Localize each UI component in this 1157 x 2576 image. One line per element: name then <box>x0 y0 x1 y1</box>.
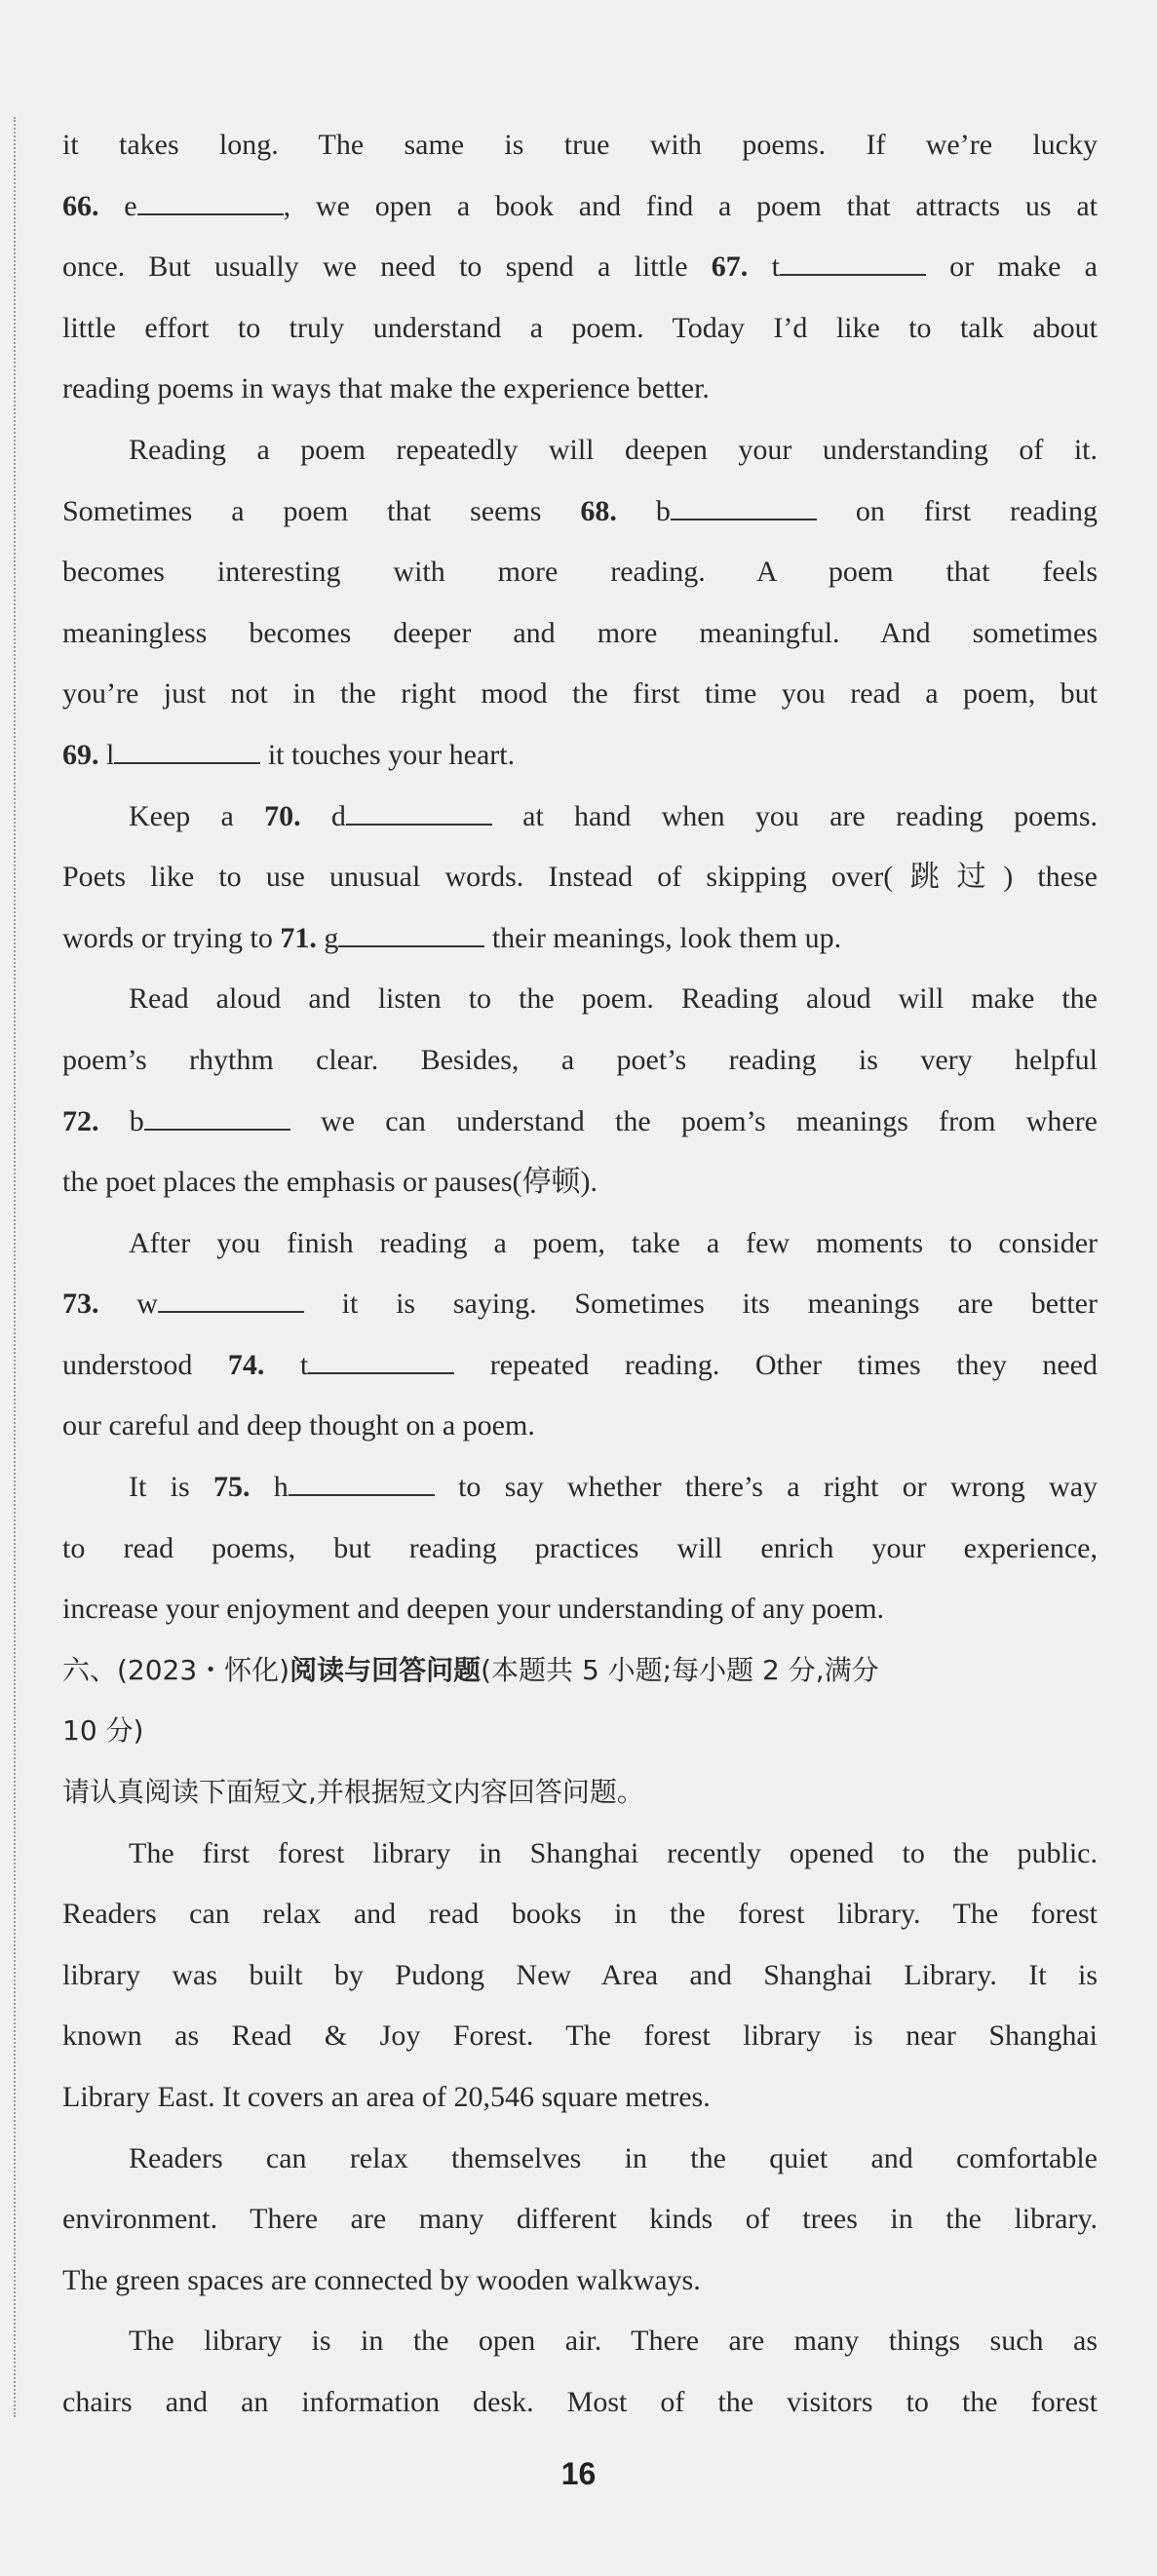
answer-blank-67[interactable] <box>780 249 926 276</box>
blank-initial: g <box>316 921 339 954</box>
text-line <box>62 1092 1098 1153</box>
answer-blank-70[interactable] <box>346 798 492 826</box>
section-scoring: (本题共 5 小题;每小题 2 分,满分 <box>481 1653 879 1686</box>
text-line: chairs and an information desk. Most of the visitors to the forest <box>62 2385 1098 2418</box>
text-segment: their meanings, look them up. <box>484 921 842 954</box>
text-line: The green spaces are connected by wooden walkways. <box>62 2263 701 2296</box>
answer-blank-66[interactable] <box>137 188 284 215</box>
binding-margin-line <box>14 117 16 2417</box>
text-line: little effort to truly understand a poem. Today I’d like to talk about <box>62 311 1098 344</box>
text-line: you’re just not in the right mood the first time you read a poem, but <box>62 677 1098 711</box>
answer-blank-73[interactable] <box>158 1286 304 1313</box>
text-line <box>62 237 1098 298</box>
blank-initial: l <box>98 738 115 771</box>
question-number: 71. <box>280 921 317 954</box>
text-segment: , we open a book and find a poem that attracts us at <box>283 189 1098 222</box>
passage1-paragraph-1 <box>62 115 1098 420</box>
text-line <box>62 1457 1098 1519</box>
text-line: our careful and deep thought on a poem. <box>62 1409 535 1442</box>
question-number: 67. <box>711 250 749 284</box>
text-line: Readers can relax themselves in the quiet and comfortable <box>129 2141 1098 2174</box>
section-number: 六、(2023・怀化) <box>62 1653 290 1686</box>
blank-initial: h <box>250 1471 289 1504</box>
text-segment: words or trying to <box>62 921 281 954</box>
answer-blank-74[interactable] <box>308 1347 454 1374</box>
passage1-paragraph-2 <box>62 420 1098 787</box>
text-segment: Keep a <box>129 799 265 832</box>
question-number: 69. <box>62 738 99 771</box>
question-number: 72. <box>62 1104 99 1137</box>
blank-initial: w <box>98 1288 158 1321</box>
answer-blank-71[interactable] <box>338 920 484 947</box>
text-line <box>62 176 1098 238</box>
text-line <box>62 1274 1098 1335</box>
text-line: meaningless becomes deeper and more meaningful. And sometimes <box>62 616 1098 649</box>
blank-initial: t <box>748 250 780 284</box>
text-line: becomes interesting with more reading. A poem that feels <box>62 556 1098 589</box>
text-line: poem’s rhythm clear. Besides, a poet’s reading is very helpful <box>62 1043 1098 1076</box>
text-line: Readers can relax and read books in the forest library. The forest <box>62 1898 1098 1931</box>
text-line: the poet places the emphasis or pauses(停顿). <box>62 1166 598 1199</box>
question-number: 68. <box>580 494 617 527</box>
passage1-paragraph-3 <box>62 787 1098 970</box>
section-instruction: 请认真阅读下面短文,并根据短文内容回答问题。 <box>62 1776 644 1809</box>
text-segment: we can understand the poem’s meanings from where <box>289 1104 1098 1137</box>
text-segment: repeated reading. Other times they need <box>454 1348 1098 1381</box>
text-segment: once. But usually we need to spend a little <box>62 250 712 284</box>
passage1-paragraph-5 <box>62 1213 1098 1457</box>
answer-blank-68[interactable] <box>671 493 817 520</box>
passage1-paragraph-6 <box>62 1457 1098 1640</box>
text-line: Library East. It covers an area of 20,546 square metres. <box>62 2081 711 2113</box>
text-segment: at hand when you are reading poems. <box>491 799 1099 832</box>
answer-blank-72[interactable] <box>144 1103 290 1131</box>
text-line: Reading a poem repeatedly will deepen your understanding of it. <box>129 433 1098 466</box>
text-line: environment. There are many different kinds of trees in the library. <box>62 2203 1098 2236</box>
question-number: 74. <box>227 1348 265 1381</box>
page-number: 16 <box>560 2456 597 2491</box>
blank-initial: b <box>98 1104 144 1137</box>
page-content <box>62 115 1098 2434</box>
blank-initial: b <box>616 494 671 527</box>
text-line <box>62 725 1098 787</box>
question-number: 75. <box>212 1471 251 1504</box>
text-line: library was built by Pudong New Area and Shanghai Library. It is <box>62 1958 1098 1991</box>
blank-initial: t <box>264 1348 309 1381</box>
blank-initial: e <box>98 189 137 222</box>
text-segment: it touches your heart. <box>260 738 516 771</box>
text-line: Poets like to use unusual words. Instead of skipping over(跳过) these <box>62 861 1098 894</box>
question-number: 66. <box>62 189 99 222</box>
passage2-paragraph-2 <box>62 2129 1098 2312</box>
passage2-paragraph-1 <box>62 1824 1098 2129</box>
question-number: 70. <box>264 799 301 832</box>
text-segment: understood <box>62 1348 228 1381</box>
text-segment: it is saying. Sometimes its meanings are better <box>303 1288 1098 1321</box>
passage1-paragraph-4 <box>62 969 1098 1212</box>
text-segment: Sometimes a poem that seems <box>62 494 581 527</box>
text-line: The first forest library in Shanghai recently opened to the public. <box>129 1836 1098 1869</box>
section-6-heading-line-2: 10 分) <box>62 1714 144 1748</box>
text-segment: or make a <box>925 250 1098 284</box>
answer-blank-69[interactable] <box>114 737 260 764</box>
text-line <box>62 1335 1098 1397</box>
text-line: After you finish reading a poem, take a few moments to consider <box>129 1226 1098 1259</box>
text-line: The library is in the open air. There are many things such as <box>129 2325 1098 2358</box>
section-6-heading <box>62 1640 1098 1702</box>
text-line <box>62 481 1098 543</box>
text-line: Read aloud and listen to the poem. Reading aloud will make the <box>129 982 1098 1016</box>
text-line: known as Read & Joy Forest. The forest library is near Shanghai <box>62 2019 1098 2053</box>
passage2-paragraph-3 <box>62 2311 1098 2433</box>
text-line <box>62 908 1098 970</box>
section-title: 阅读与回答问题 <box>289 1653 482 1686</box>
text-line: to read poems, but reading practices will enrich your experience, <box>62 1531 1098 1564</box>
text-segment: on first reading <box>816 494 1099 527</box>
text-line: increase your enjoyment and deepen your understanding of any poem. <box>62 1593 885 1626</box>
text-line: reading poems in ways that make the experience better. <box>62 372 710 405</box>
text-segment: It is <box>129 1471 213 1504</box>
text-line <box>62 787 1098 848</box>
answer-blank-75[interactable] <box>289 1469 435 1496</box>
text-segment: to say whether there’s a right or wrong way <box>434 1471 1099 1504</box>
blank-initial: d <box>300 799 346 832</box>
text-line: it takes long. The same is true with poems. If we’re lucky <box>62 129 1098 161</box>
question-number: 73. <box>62 1288 99 1321</box>
